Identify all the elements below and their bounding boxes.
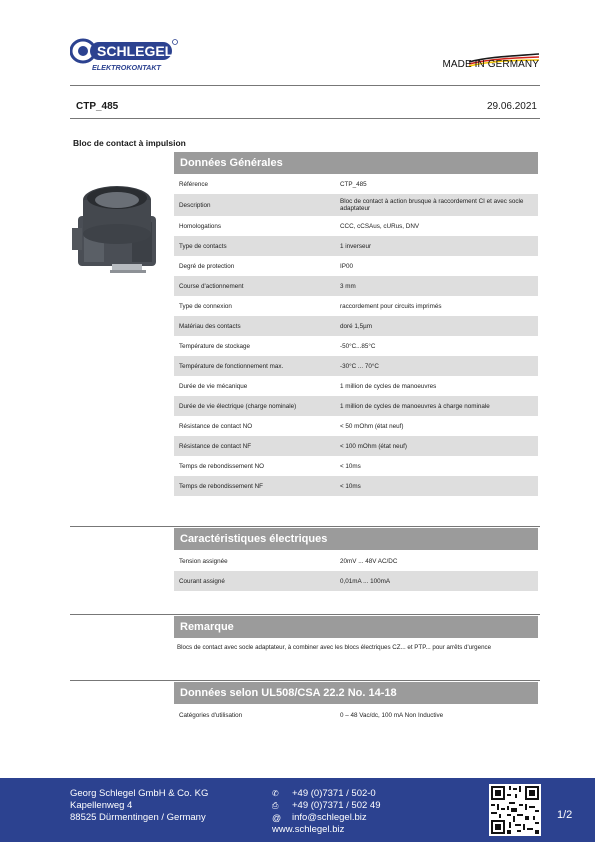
product-subtitle: Bloc de contact à impulsion <box>73 138 186 148</box>
row-label: Temps de rebondissement NO <box>179 462 265 470</box>
row-label: Degré de protection <box>179 262 235 270</box>
general-data-table <box>174 174 538 496</box>
row-value: 3 mm <box>340 282 356 290</box>
row-value: doré 1,5µm <box>340 322 372 330</box>
row-label: Temps de rebondissement NF <box>179 482 263 490</box>
row-label: Durée de vie mécanique <box>179 382 248 390</box>
row-value: -30°C ... 70°C <box>340 362 379 370</box>
table-row <box>174 436 538 456</box>
row-value: IP00 <box>340 262 353 270</box>
logo-sub-text: ELEKTROKONTAKT <box>92 63 161 72</box>
row-label: Résistance de contact NF <box>179 442 252 450</box>
footer-company: Georg Schlegel GmbH & Co. KG <box>70 788 209 799</box>
table-row <box>174 276 538 296</box>
row-value: -50°C...85°C <box>340 342 376 350</box>
row-label: Matériau des contacts <box>179 322 241 330</box>
row-label: Course d'actionnement <box>179 282 244 290</box>
row-value: 1 inverseur <box>340 242 372 250</box>
table-row <box>174 396 538 416</box>
table-row <box>174 256 538 276</box>
row-value: 20mV ... 48V AC/DC <box>340 557 398 565</box>
electrical-data-table <box>174 551 538 591</box>
table-row <box>174 416 538 436</box>
row-value: 1 million de cycles de manoeuvres <box>340 382 437 390</box>
row-value: < 100 mOhm (état neuf) <box>340 442 408 450</box>
remark-text: Blocs de contact avec socle adaptateur, à combiner avec les blocs électriques CZ... et PTP... pour arrêts d'urgence <box>177 644 492 651</box>
ul-data-table <box>174 705 538 725</box>
table-row <box>174 356 538 376</box>
footer-website[interactable]: www.schlegel.biz <box>272 824 345 835</box>
row-label: Description <box>179 201 211 209</box>
row-value: 0,01mA ... 100mA <box>340 577 391 585</box>
phone-icon: ✆ <box>272 789 279 798</box>
document-code: CTP_485 <box>76 101 119 112</box>
section-header-general: Données Générales <box>174 152 538 174</box>
row-value: < 50 mOhm (état neuf) <box>340 422 404 430</box>
section-header-remark: Remarque <box>174 616 538 638</box>
qr-code <box>489 784 541 836</box>
table-row <box>174 551 538 571</box>
row-value: CTP_485 <box>340 180 367 188</box>
row-label: Homologations <box>179 222 222 230</box>
header-divider <box>70 85 540 86</box>
table-row <box>174 296 538 316</box>
section-header-electrical: Caractéristiques électriques <box>174 528 538 550</box>
section-header-ul: Données selon UL508/CSA 22.2 No. 14-18 <box>174 682 538 704</box>
row-value: Bloc de contact à action brusque à raccordement CI et avec socle adaptateur <box>340 197 524 212</box>
table-row <box>174 194 538 216</box>
row-value: < 10ms <box>340 462 361 470</box>
row-label: Durée de vie électrique (charge nominale) <box>179 402 297 410</box>
table-row <box>174 236 538 256</box>
section-divider <box>70 680 540 681</box>
table-row <box>174 456 538 476</box>
row-value: < 10ms <box>340 482 361 490</box>
table-row <box>174 216 538 236</box>
row-label: Tension assignée <box>179 557 228 565</box>
title-divider <box>70 118 540 119</box>
row-value: CCC, cCSAus, cURus, DNV <box>340 222 420 230</box>
page-number: 1/2 <box>557 809 573 821</box>
row-label: Référence <box>179 180 209 188</box>
row-value: 1 million de cycles de manoeuvres à charge nominale <box>340 402 490 410</box>
row-label: Température de fonctionnement max. <box>179 362 284 370</box>
section-divider <box>70 526 540 527</box>
schlegel-logo <box>70 38 180 72</box>
fax-icon: ⎙ <box>272 801 279 810</box>
row-value: 0 – 48 Vac/dc, 100 mA Non Inductive <box>340 711 444 719</box>
table-row <box>174 705 538 725</box>
email-icon: @ <box>272 813 282 823</box>
row-label: Résistance de contact NO <box>179 422 253 430</box>
table-row <box>174 336 538 356</box>
row-label: Type de contacts <box>179 242 227 250</box>
footer-fax: +49 (0)7371 / 502 49 <box>292 800 381 811</box>
logo-brand-text: SCHLEGEL <box>97 43 174 59</box>
row-label: Courant assigné <box>179 577 225 585</box>
table-row <box>174 476 538 496</box>
row-label: Type de connexion <box>179 302 232 310</box>
table-row <box>174 316 538 336</box>
footer-city: 88525 Dürmentingen / Germany <box>70 812 206 823</box>
footer-phone: +49 (0)7371 / 502-0 <box>292 788 376 799</box>
section-divider <box>70 614 540 615</box>
row-label: Température de stockage <box>179 342 251 350</box>
product-image <box>72 178 162 280</box>
made-in-germany: MADE IN GERMANY <box>442 59 539 70</box>
row-label: Catégories d'utilisation <box>179 711 243 719</box>
table-row <box>174 571 538 591</box>
footer-street: Kapellenweg 4 <box>70 800 133 811</box>
table-row <box>174 174 538 194</box>
footer-email[interactable]: info@schlegel.biz <box>292 812 367 823</box>
document-date: 29.06.2021 <box>486 101 537 112</box>
table-row <box>174 376 538 396</box>
row-value: raccordement pour circuits imprimés <box>340 302 442 310</box>
